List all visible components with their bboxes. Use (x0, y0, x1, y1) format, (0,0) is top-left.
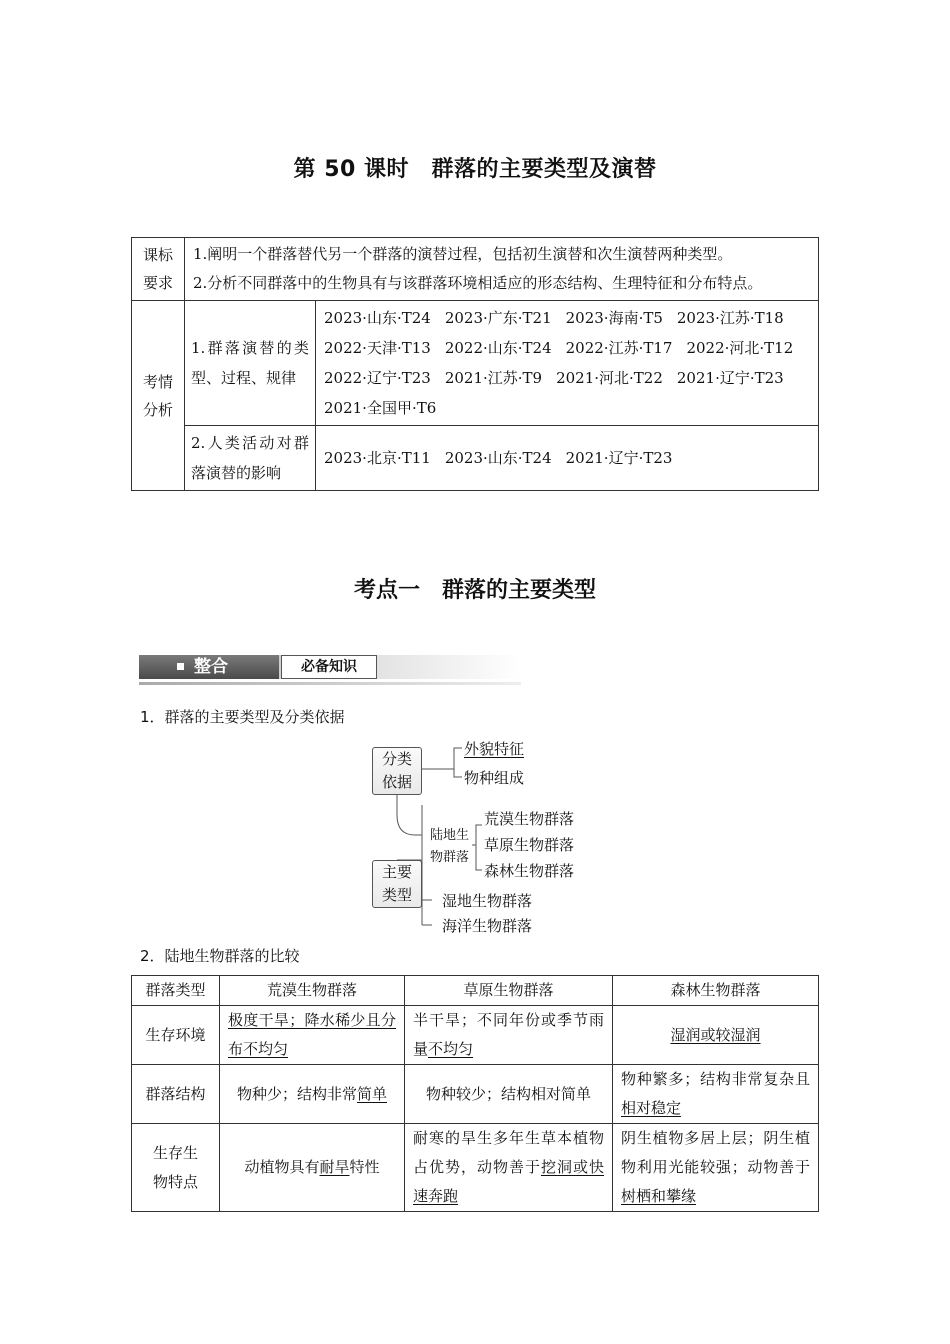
terrestrial-label: 陆地生物群落 (430, 828, 470, 865)
table-cell: 物种繁多；结构非常复杂且相对稳定 (613, 1065, 819, 1124)
analysis-label: 考情分析 (132, 301, 185, 491)
basis-item: 物种组成 (464, 769, 525, 787)
comparison-table (131, 975, 819, 1212)
table-header: 森林生物群落 (613, 976, 819, 1006)
table-cell: 半干旱；不同年份或季节雨量不均匀 (405, 1006, 613, 1065)
analysis-topic: 2.人类活动对群落演替的影响 (185, 426, 316, 491)
section-title: 考点一 群落的主要类型 (353, 578, 596, 603)
table-cell: 物种少；结构非常简单 (220, 1065, 405, 1124)
table-header: 荒漠生物群落 (220, 976, 405, 1006)
analysis-topic: 1.群落演替的类型、过程、规律 (185, 301, 316, 426)
basis-item: 外貌特征 (464, 740, 525, 758)
row-label: 群落结构 (132, 1065, 220, 1124)
exam-list: 2023·山东·T24 2023·广东·T21 2023·海南·T5 2023·江苏·T18 2022·天津·T13 2022·山东·T24 2022·江苏·T17 2022·河北·T12 2022·辽宁·T23 2021·江苏·T9 2021·河北·T22 2021·辽宁·T23 2021·全国甲·T6 (316, 301, 819, 426)
table-cell: 动植物具有耐旱特性 (220, 1124, 405, 1212)
square-icon (177, 663, 184, 670)
other-item: 海洋生物群落 (442, 917, 533, 935)
requirement-item: 1.阐明一个群落替代另一个群落的演替过程，包括初生演替和次生演替两种类型。 (193, 245, 733, 263)
row-label: 生存环境 (132, 1006, 220, 1065)
other-item: 湿地生物群落 (442, 892, 533, 910)
table-cell: 耐寒的旱生多年生草本植物占优势，动物善于挖洞或快速奔跑 (405, 1124, 613, 1212)
type-box: 主要类型 (372, 860, 422, 908)
table-header: 群落类型 (132, 976, 220, 1006)
table-cell: 物种较少；结构相对简单 (405, 1065, 613, 1124)
table-cell: 湿润或较湿润 (613, 1006, 819, 1065)
section-banner: 整合 必备知识 (139, 655, 521, 685)
terrestrial-item: 荒漠生物群落 (484, 810, 575, 828)
page-title: 第 50 课时 群落的主要类型及演替 (293, 157, 657, 182)
requirements-label: 课标要求 (132, 238, 185, 301)
table-header: 草原生物群落 (405, 976, 613, 1006)
table-cell: 阴生植物多居上层；阴生植物利用光能较强；动物善于树栖和攀缘 (613, 1124, 819, 1212)
basis-box: 分类依据 (372, 747, 422, 795)
row-label: 生存生物特点 (132, 1124, 220, 1212)
heading-comparison: 2．陆地生物群落的比较 (140, 947, 300, 965)
requirements-table (131, 237, 819, 491)
exam-list: 2023·北京·T11 2023·山东·T24 2021·辽宁·T23 (316, 426, 819, 491)
table-cell: 极度干旱；降水稀少且分布不均匀 (220, 1006, 405, 1065)
classification-diagram (330, 735, 650, 945)
terrestrial-item: 森林生物群落 (484, 862, 575, 880)
heading-types: 1．群落的主要类型及分类依据 (140, 708, 345, 726)
requirement-item: 2.分析不同群落中的生物具有与该群落环境相适应的形态结构、生理特征和分布特点。 (193, 274, 763, 292)
banner-tag: 必备知识 (281, 655, 377, 679)
terrestrial-item: 草原生物群落 (484, 836, 575, 854)
